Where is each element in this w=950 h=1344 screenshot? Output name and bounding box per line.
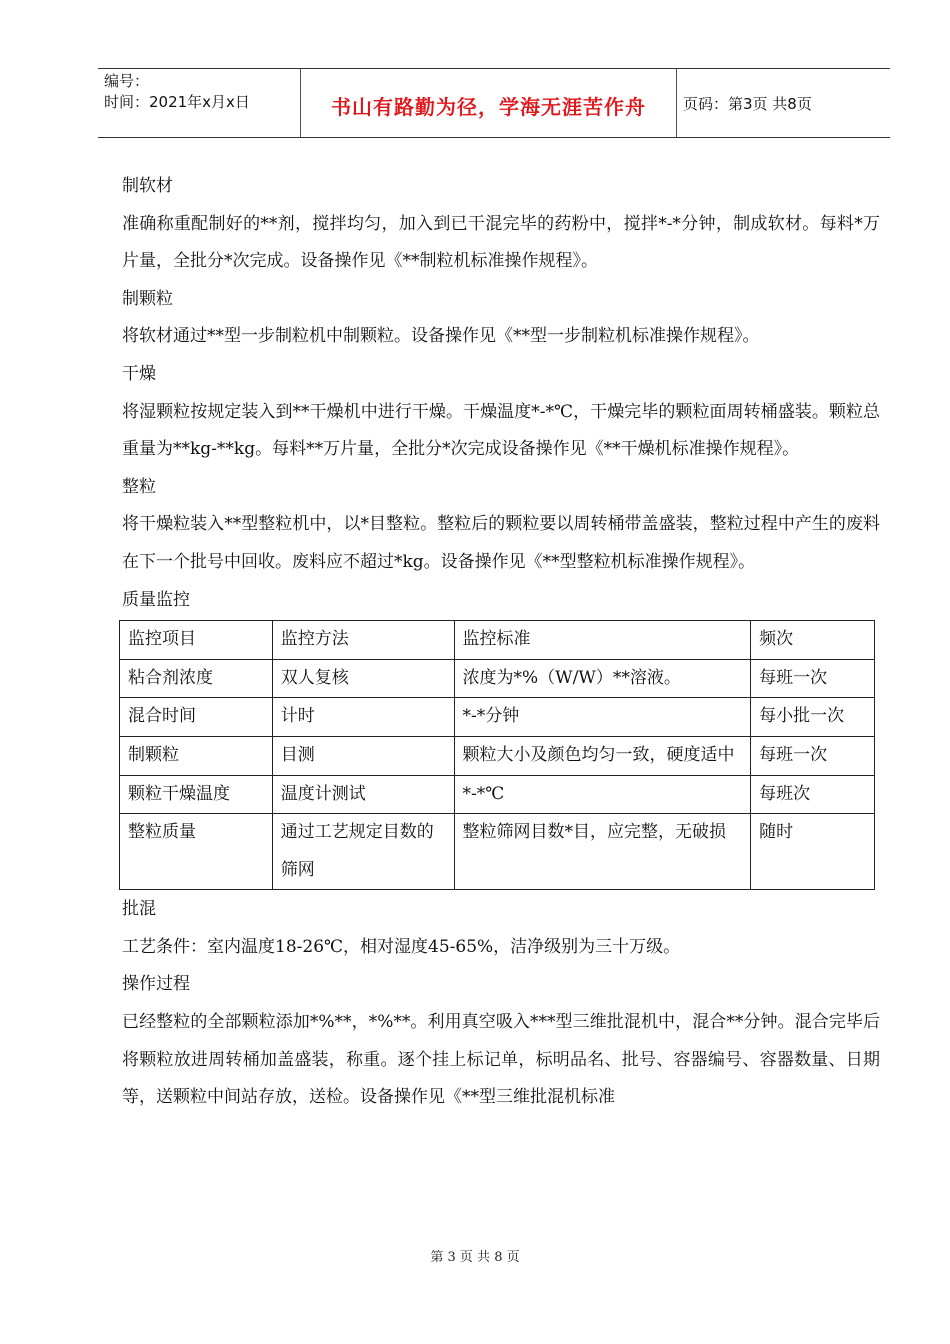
section-heading-mix: 批混 bbox=[122, 899, 156, 920]
table-cell: 随时 bbox=[751, 814, 875, 890]
section-heading-dry: 干燥 bbox=[122, 363, 156, 384]
table-row bbox=[120, 775, 875, 814]
table-row bbox=[120, 698, 875, 737]
table-row bbox=[120, 814, 875, 890]
section-text-granulate: 将软材通过**型一步制粒机中制颗粒。设备操作见《**型一步制粒机标准操作规程》。 bbox=[122, 326, 760, 347]
table-cell: 每班一次 bbox=[751, 736, 875, 775]
header-motto-cell bbox=[300, 69, 677, 137]
section-heading-soft-material: 制软材 bbox=[122, 176, 173, 196]
table-cell: 每班次 bbox=[751, 775, 875, 814]
table-cell: 每小批一次 bbox=[751, 698, 875, 737]
header-motto: 书山有路勤为径，学海无涯苦作舟 bbox=[331, 94, 646, 119]
section-text-mix-conditions: 工艺条件：室内温度18-26℃，相对湿度45-65%，洁净级别为三十万级。 bbox=[122, 936, 681, 957]
page-footer: 第 3 页 共 8 页 bbox=[430, 1250, 520, 1265]
table-cell: 混合时间 bbox=[120, 698, 273, 737]
table-cell: 颗粒干燥温度 bbox=[120, 775, 273, 814]
table-cell: 颗粒大小及颜色均匀一致，硬度适中 bbox=[454, 736, 751, 775]
page-header bbox=[98, 68, 890, 138]
table-header-cell: 频次 bbox=[751, 621, 875, 660]
section-text-process: 已经整粒的全部颗粒添加*%**，*%**。利用真空吸入***型三维批混机中，混合**分钟。混合完毕后将颗粒放进周转桶加盖盛装，称重。逐个挂上标记单，标明品名、批号、容器编号、容器数量、日期等，送颗粒中间站存放，送检。设备操作见《**型三维批混机标准 bbox=[122, 1012, 880, 1108]
table-cell: *-*分钟 bbox=[454, 698, 751, 737]
table-cell: 制颗粒 bbox=[120, 736, 273, 775]
table-cell: 粘合剂浓度 bbox=[120, 659, 273, 698]
table-cell: 每班一次 bbox=[751, 659, 875, 698]
table-cell: 通过工艺规定目数的筛网 bbox=[272, 814, 454, 890]
table-cell: 整粒质量 bbox=[120, 814, 273, 890]
table-header-cell: 监控项目 bbox=[120, 621, 273, 660]
section-text-sizing: 将干燥粒装入**型整粒机中，以*目整粒。整粒后的颗粒要以周转桶带盖盛装，整粒过程中产生的废料在下一个批号中回收。废料应不超过*kg。设备操作见《**型整粒机标准操作规程》。 bbox=[122, 514, 880, 572]
document-body bbox=[122, 168, 880, 1117]
table-cell: 整粒筛网目数*目，应完整，无破损 bbox=[454, 814, 751, 890]
table-header-cell: 监控标准 bbox=[454, 621, 751, 660]
table-cell: 双人复核 bbox=[272, 659, 454, 698]
table-cell: 目测 bbox=[272, 736, 454, 775]
section-heading-sizing: 整粒 bbox=[122, 476, 156, 497]
section-heading-quality: 质量监控 bbox=[122, 589, 190, 610]
document-number-label: 编号： bbox=[104, 72, 150, 90]
section-heading-granulate: 制颗粒 bbox=[122, 288, 173, 309]
section-heading-process: 操作过程 bbox=[122, 974, 190, 995]
table-cell: 计时 bbox=[272, 698, 454, 737]
header-meta bbox=[104, 71, 250, 113]
table-cell: *-*℃ bbox=[454, 775, 751, 814]
section-text-dry: 将湿颗粒按规定装入到**干燥机中进行干燥。干燥温度*-*℃，干燥完毕的颗粒面周转桶盛装。颗粒总重量为**kg-**kg。每料**万片量，全批分*次完成设备操作见《**干燥机标准操作规程》。 bbox=[122, 401, 880, 460]
table-cell: 温度计测试 bbox=[272, 775, 454, 814]
section-text-soft-material: 准确称重配制好的**剂，搅拌均匀，加入到已干混完毕的药粉中，搅拌*-*分钟，制成软材。每料*万片量，全批分*次完成。设备操作见《**制粒机标准操作规程》。 bbox=[122, 213, 880, 272]
quality-control-table bbox=[119, 620, 875, 890]
table-cell: 浓度为*%（W/W）**溶液。 bbox=[454, 659, 751, 698]
document-time: 时间：2021年x月x日 bbox=[104, 93, 250, 111]
table-header-row bbox=[120, 621, 875, 660]
table-row bbox=[120, 736, 875, 775]
header-page-info: 页码：第3页 共8页 bbox=[683, 95, 812, 113]
table-header-cell: 监控方法 bbox=[272, 621, 454, 660]
table-row bbox=[120, 659, 875, 698]
